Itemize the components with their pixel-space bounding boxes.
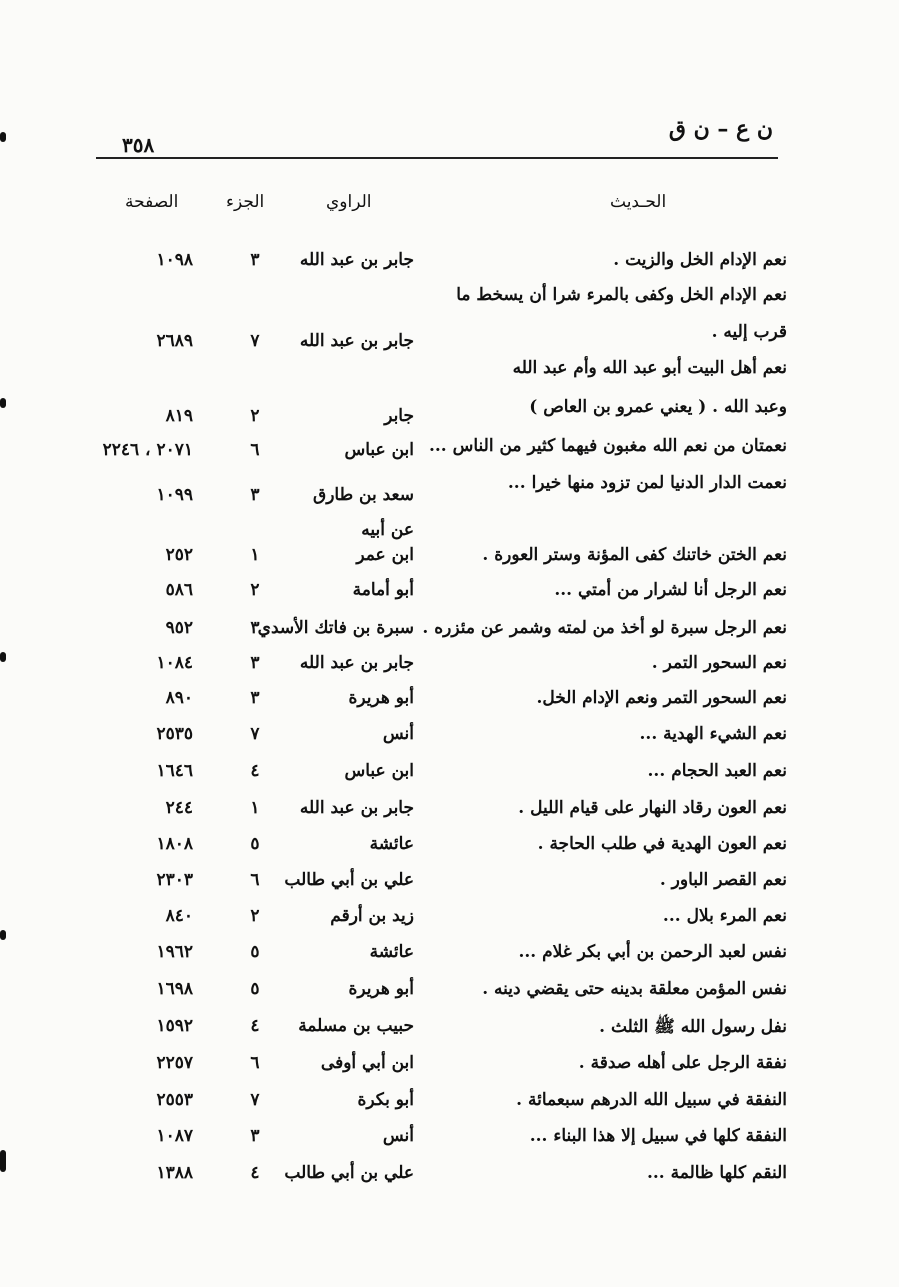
juz-number: ٣ [250,1126,260,1146]
page-reference: ١٠٩٩ [156,485,193,505]
page-reference: ٢٦٨٩ [156,331,193,351]
hadith-text: نعم القصر الباور . [659,870,787,890]
narrator-name: زيد بن أرقم [330,906,414,926]
narrator-name: علي بن أبي طالب [284,1163,414,1183]
table-row [0,250,899,276]
juz-number: ١ [250,545,260,565]
header-letters: ن ع – ن ق [668,116,773,142]
table-row [0,979,899,1005]
page-reference: ١٠٨٧ [156,1126,193,1146]
table-row [0,724,899,750]
table-row [0,942,899,968]
hadith-text: نعم الإدام الخل وكفى بالمرء شرا أن يسخط ما [456,285,787,305]
table-row [0,510,899,540]
scan-edge-mark [0,1150,6,1172]
page-number: ٣٥٨ [122,133,155,157]
hadith-text: نفس المؤمن معلقة بدينه حتى يقضي دينه . [482,979,787,999]
juz-number: ٧ [250,724,260,744]
hadith-text: نعم الشيء الهدية ... [639,724,787,744]
page-reference: ٢٢٥٧ [156,1053,193,1073]
hadith-text: قرب إليه . [711,322,787,342]
hadith-text: نعم الإدام الخل والزيت . [613,250,787,270]
juz-number: ٢ [250,406,260,426]
page-reference: ١٥٩٢ [156,1016,193,1036]
narrator-name: سعد بن طارق [313,485,414,505]
juz-number: ٥ [250,942,260,962]
hadith-text: نفل رسول الله ﷺ الثلث . [599,1017,787,1037]
table-row [0,761,899,787]
table-row [0,473,899,505]
table-row [0,870,899,896]
hadith-text: نعم السحور التمر ونعم الإدام الخل. [536,688,787,708]
narrator-name: حبيب بن مسلمة [298,1016,414,1036]
narrator-name: جابر بن عبد الله [299,250,414,270]
page-reference: ٢٤٤ [165,798,193,818]
column-header-hadith: الحـديث [610,192,667,212]
narrator-name: أبو أمامة [352,580,414,600]
hadith-text: نفس لعبد الرحمن بن أبي بكر غلام ... [518,942,787,962]
page-reference: ٢٠٧١ ، ٢٢٤٦ [102,440,193,460]
table-row [0,436,899,462]
page-reference: ١٩٦٢ [156,942,193,962]
page-reference: ٨٤٠ [165,906,193,926]
page-reference: ٩٥٢ [165,618,193,638]
page-reference: ١٠٨٤ [156,653,193,673]
column-header-juz: الجزء [226,192,265,212]
table-row [0,580,899,606]
hadith-text: النفقة كلها في سبيل إلا هذا البناء ... [529,1126,787,1146]
hadith-text: نعم العون رقاد النهار على قيام الليل . [518,798,787,818]
table-row [0,834,899,860]
table-row [0,545,899,571]
table-row [0,1016,899,1042]
page-reference: ٢٣٠٣ [156,870,193,890]
juz-number: ٦ [250,1053,260,1073]
page-reference: ٢٥٣٥ [156,724,193,744]
narrator-name: ابن عمر [356,545,414,565]
page-reference: ١٦٤٦ [156,761,193,781]
table-row [0,322,899,351]
narrator-name: أنس [382,1126,414,1146]
table-row [0,397,899,426]
narrator-name: علي بن أبي طالب [284,870,414,890]
table-row [0,1163,899,1189]
narrator-name: عائشة [369,942,414,962]
narrator-name: أنس [382,724,414,744]
narrator-name: جابر بن عبد الله [299,653,414,673]
narrator-name: ابن عباس [344,440,414,460]
narrator-name: أبو هريرة [348,979,414,999]
hadith-text: نعم السحور التمر . [651,653,787,673]
narrator-name: جابر بن عبد الله [299,798,414,818]
juz-number: ٢ [250,580,260,600]
table-row [0,688,899,714]
hadith-text: نعم الختن خاتنك كفى المؤنة وستر العورة . [482,545,787,565]
narrator-name: أبو هريرة [348,688,414,708]
narrator-name: جابر [384,406,414,426]
juz-number: ٤ [250,1163,260,1183]
page-reference: ١٨٠٨ [156,834,193,854]
scan-edge-mark [0,132,6,142]
table-row [0,618,899,644]
scan-edge-mark [0,930,6,940]
juz-number: ٧ [250,331,260,351]
hadith-text: نفقة الرجل على أهله صدقة . [578,1053,787,1073]
hadith-text: نعمت الدار الدنيا لمن تزود منها خيرا ... [507,473,787,493]
page-reference: ٢٥٢ [165,545,193,565]
narrator-name: عائشة [369,834,414,854]
juz-number: ٤ [250,1016,260,1036]
juz-number: ٢ [250,906,260,926]
narrator-name: ابن عباس [344,761,414,781]
juz-number: ٣ [250,688,260,708]
page-reference: ٥٨٦ [165,580,193,600]
scan-edge-mark [0,652,6,662]
table-row [0,285,899,311]
page-reference: ٨٩٠ [165,688,193,708]
table-row [0,906,899,932]
hadith-text: وعبد الله . ( يعني عمرو بن العاص ) [529,397,787,417]
juz-number: ٣ [250,618,260,638]
juz-number: ٧ [250,1090,260,1110]
narrator-name: جابر بن عبد الله [299,331,414,351]
hadith-text: نعمتان من نعم الله مغبون فيهما كثير من الناس ... [428,436,787,456]
table-row [0,1090,899,1116]
hadith-text: نعم الرجل سبرة لو أخذ من لمته وشمر عن مئزره . [422,618,787,638]
page-reference: ٨١٩ [165,406,193,426]
hadith-text: نعم المرء بلال ... [662,906,787,926]
hadith-text: نعم أهل البيت أبو عبد الله وأم عبد الله [512,358,787,378]
narrator-name: ابن أبي أوفى [320,1053,414,1073]
scan-edge-mark [0,398,6,408]
page-reference: ٢٥٥٣ [156,1090,193,1110]
column-header-page: الصفحة [125,192,179,212]
table-row [0,653,899,679]
table-row [0,1126,899,1152]
hadith-text: نعم العون الهدية في طلب الحاجة . [537,834,787,854]
juz-number: ٣ [250,485,260,505]
hadith-text: النقم كلها ظالمة ... [646,1163,787,1183]
hadith-text: نعم العبد الحجام ... [647,761,787,781]
page-reference: ١٣٨٨ [156,1163,193,1183]
hadith-text: النفقة في سبيل الله الدرهم سبعمائة . [516,1090,787,1110]
narrator-name: عن أبيه [361,520,414,540]
narrator-name: سبرة بن فاتك الأسدي [257,618,414,638]
juz-number: ١ [250,798,260,818]
juz-number: ٣ [250,653,260,673]
table-row [0,1053,899,1079]
juz-number: ٥ [250,979,260,999]
juz-number: ٦ [250,870,260,890]
page-reference: ١٦٩٨ [156,979,193,999]
table-row [0,358,899,384]
page-reference: ١٠٩٨ [156,250,193,270]
juz-number: ٦ [250,440,260,460]
column-header-rawi: الراوي [326,192,372,212]
narrator-name: أبو بكرة [357,1090,414,1110]
juz-number: ٥ [250,834,260,854]
hadith-text: نعم الرجل أنا لشرار من أمتي ... [554,580,787,600]
juz-number: ٤ [250,761,260,781]
table-row [0,798,899,824]
juz-number: ٣ [250,250,260,270]
